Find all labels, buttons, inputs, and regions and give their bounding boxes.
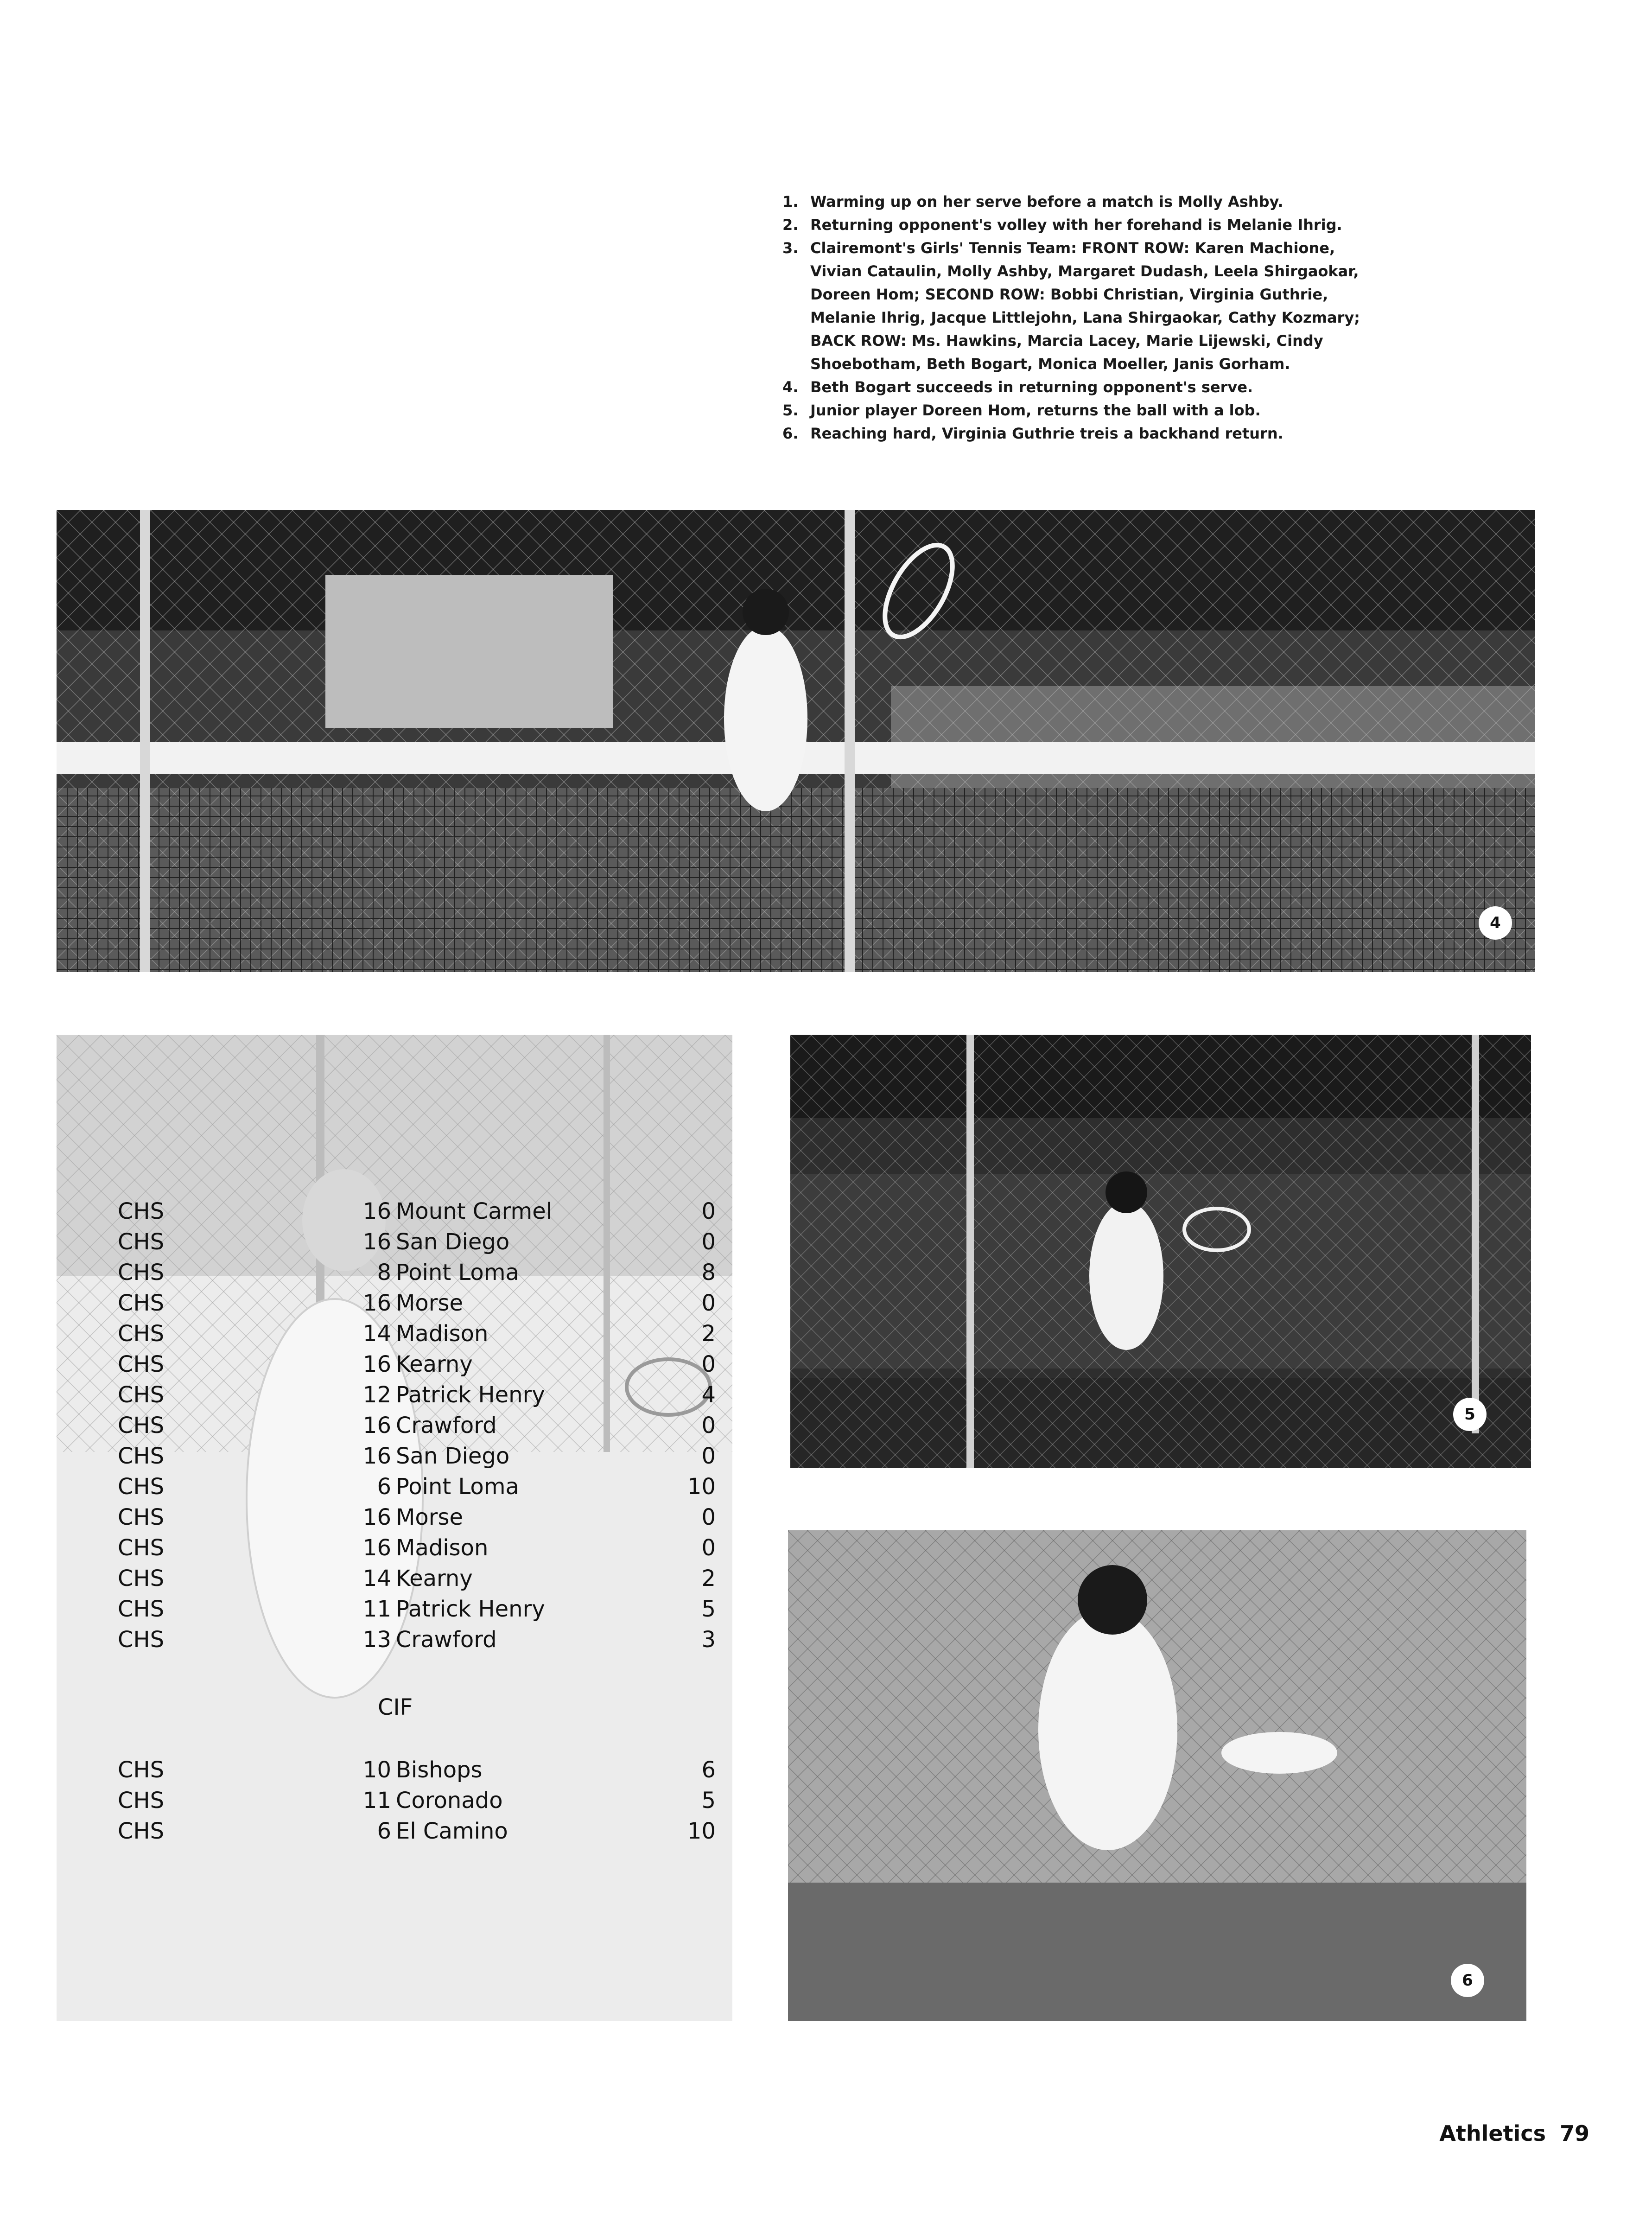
team-name: CHS	[118, 1413, 165, 1438]
photo-4-image	[57, 510, 1535, 972]
photo-6-image	[788, 1530, 1526, 2021]
team-score: 11	[362, 1596, 391, 1622]
opponent-score: 0	[701, 1198, 716, 1224]
team-name: CHS	[118, 1198, 165, 1224]
score-row	[57, 1257, 730, 1288]
score-row	[57, 1502, 730, 1533]
caption-text: Returning opponent's volley with her forehand is Melanie Ihrig.	[810, 216, 1342, 234]
caption-item	[782, 236, 1385, 376]
opponent-name: San Diego	[396, 1443, 510, 1469]
score-row	[57, 1533, 730, 1563]
opponent-score: 0	[701, 1443, 716, 1469]
caption-number: 5.	[782, 401, 799, 419]
opponent-name: El Camino	[396, 1818, 508, 1844]
score-row	[57, 1471, 730, 1502]
opponent-score: 6	[701, 1757, 716, 1783]
team-score: 6	[377, 1474, 391, 1500]
opponent-name: Point Loma	[396, 1474, 519, 1500]
opponent-score: 10	[687, 1474, 716, 1500]
opponent-score: 8	[701, 1260, 716, 1286]
score-row	[57, 1380, 730, 1410]
caption-item	[782, 376, 1385, 399]
score-row	[57, 1227, 730, 1257]
team-score: 16	[362, 1443, 391, 1469]
opponent-name: Bishops	[396, 1757, 483, 1783]
score-row	[57, 1563, 730, 1594]
team-score: 16	[362, 1229, 391, 1255]
team-score: 8	[377, 1260, 391, 1286]
team-score: 14	[362, 1321, 391, 1347]
page-number: 79	[1559, 2121, 1589, 2146]
opponent-name: Patrick Henry	[396, 1596, 545, 1622]
caption-number: 1.	[782, 193, 799, 210]
opponent-score: 5	[701, 1788, 716, 1814]
opponent-score: 0	[701, 1229, 716, 1255]
team-name: CHS	[118, 1757, 165, 1783]
cif-score-row	[57, 1816, 730, 1846]
caption-number: 3.	[782, 239, 799, 257]
opponent-score: 2	[701, 1321, 716, 1347]
caption-text: Warming up on her serve before a match is Molly Ashby.	[810, 193, 1283, 210]
team-name: CHS	[118, 1596, 165, 1622]
opponent-name: Crawford	[396, 1413, 497, 1438]
score-row	[57, 1349, 730, 1380]
cif-score-row	[57, 1785, 730, 1816]
team-name: CHS	[118, 1382, 165, 1408]
caption-text: Beth Bogart succeeds in returning opponent's serve.	[810, 378, 1253, 396]
opponent-score: 0	[701, 1351, 716, 1377]
section-name: Athletics	[1439, 2121, 1546, 2146]
photo-number-badge: 6	[1451, 1964, 1484, 1997]
photo-4-tennis-serve-return	[57, 510, 1535, 972]
team-score: 13	[362, 1627, 391, 1653]
team-score: 12	[362, 1382, 391, 1408]
score-row	[57, 1410, 730, 1441]
opponent-name: Mount Carmel	[396, 1198, 553, 1224]
team-score: 16	[362, 1535, 391, 1561]
photo-6-backhand-return	[788, 1530, 1526, 2021]
opponent-score: 0	[701, 1504, 716, 1530]
opponent-score: 4	[701, 1382, 716, 1408]
team-score: 11	[362, 1788, 391, 1814]
opponent-score: 3	[701, 1627, 716, 1653]
score-row	[57, 1624, 730, 1655]
team-score: 16	[362, 1504, 391, 1530]
photo-5-lob-return	[790, 1035, 1531, 1468]
opponent-score: 10	[687, 1818, 716, 1844]
caption-text: Junior player Doreen Hom, returns the ball with a lob.	[810, 401, 1261, 419]
opponent-score: 0	[701, 1413, 716, 1438]
cif-heading: CIF	[378, 1694, 413, 1720]
team-name: CHS	[118, 1535, 165, 1561]
team-name: CHS	[118, 1260, 165, 1286]
caption-text: Reaching hard, Virginia Guthrie treis a backhand return.	[810, 425, 1283, 442]
score-row	[57, 1196, 730, 1227]
opponent-name: Kearny	[396, 1566, 473, 1591]
opponent-name: Kearny	[396, 1351, 473, 1377]
opponent-name: Patrick Henry	[396, 1382, 545, 1408]
opponent-name: Coronado	[396, 1788, 503, 1814]
opponent-score: 0	[701, 1535, 716, 1561]
caption-item	[782, 399, 1385, 422]
team-name: CHS	[118, 1229, 165, 1255]
team-score: 16	[362, 1351, 391, 1377]
opponent-score: 5	[701, 1596, 716, 1622]
photo-captions	[782, 190, 1385, 445]
opponent-name: Morse	[396, 1290, 464, 1316]
opponent-name: Point Loma	[396, 1260, 519, 1286]
opponent-name: Madison	[396, 1321, 489, 1347]
team-name: CHS	[118, 1566, 165, 1591]
opponent-name: Madison	[396, 1535, 489, 1561]
caption-text: Clairemont's Girls' Tennis Team: FRONT ROW: Karen Machione, Vivian Cataulin, Molly Ashby, Margaret Dudash, Leela Shirgaokar, Doreen Hom; SECOND ROW: Bobbi Christian, Virginia Guthrie, Melanie Ihrig, Jacque Littlejohn, Lana Shirgaokar, Cathy Kozmary; BACK ROW: Ms. Hawkins, Marcia Lacey, Marie Lijewski, Cindy Shoebotham, Beth Bogart, Monica Moeller, Janis Gorham.	[810, 239, 1360, 373]
team-score: 16	[362, 1413, 391, 1438]
team-score: 6	[377, 1818, 391, 1844]
caption-number: 6.	[782, 425, 799, 442]
opponent-score: 0	[701, 1290, 716, 1316]
score-row	[57, 1318, 730, 1349]
caption-item	[782, 422, 1385, 445]
team-score: 16	[362, 1290, 391, 1316]
team-name: CHS	[118, 1443, 165, 1469]
team-name: CHS	[118, 1788, 165, 1814]
team-name: CHS	[118, 1290, 165, 1316]
score-row	[57, 1288, 730, 1318]
score-row	[57, 1594, 730, 1624]
cif-score-row	[57, 1755, 730, 1785]
team-name: CHS	[118, 1351, 165, 1377]
team-score: 16	[362, 1198, 391, 1224]
photo-number-badge: 5	[1453, 1398, 1487, 1431]
team-name: CHS	[118, 1321, 165, 1347]
photo-number-badge: 4	[1479, 906, 1512, 940]
page-footer	[1439, 2121, 1589, 2146]
team-score: 10	[362, 1757, 391, 1783]
caption-item	[782, 213, 1385, 236]
score-row	[57, 1441, 730, 1471]
team-name: CHS	[118, 1627, 165, 1653]
caption-item	[782, 190, 1385, 213]
opponent-name: San Diego	[396, 1229, 510, 1255]
opponent-name: Morse	[396, 1504, 464, 1530]
caption-number: 4.	[782, 378, 799, 396]
opponent-name: Crawford	[396, 1627, 497, 1653]
team-name: CHS	[118, 1504, 165, 1530]
team-name: CHS	[118, 1474, 165, 1500]
opponent-score: 2	[701, 1566, 716, 1591]
caption-number: 2.	[782, 216, 799, 234]
photo-5-image	[790, 1035, 1531, 1468]
team-name: CHS	[118, 1818, 165, 1844]
team-score: 14	[362, 1566, 391, 1591]
season-scores-table	[57, 1196, 730, 1854]
